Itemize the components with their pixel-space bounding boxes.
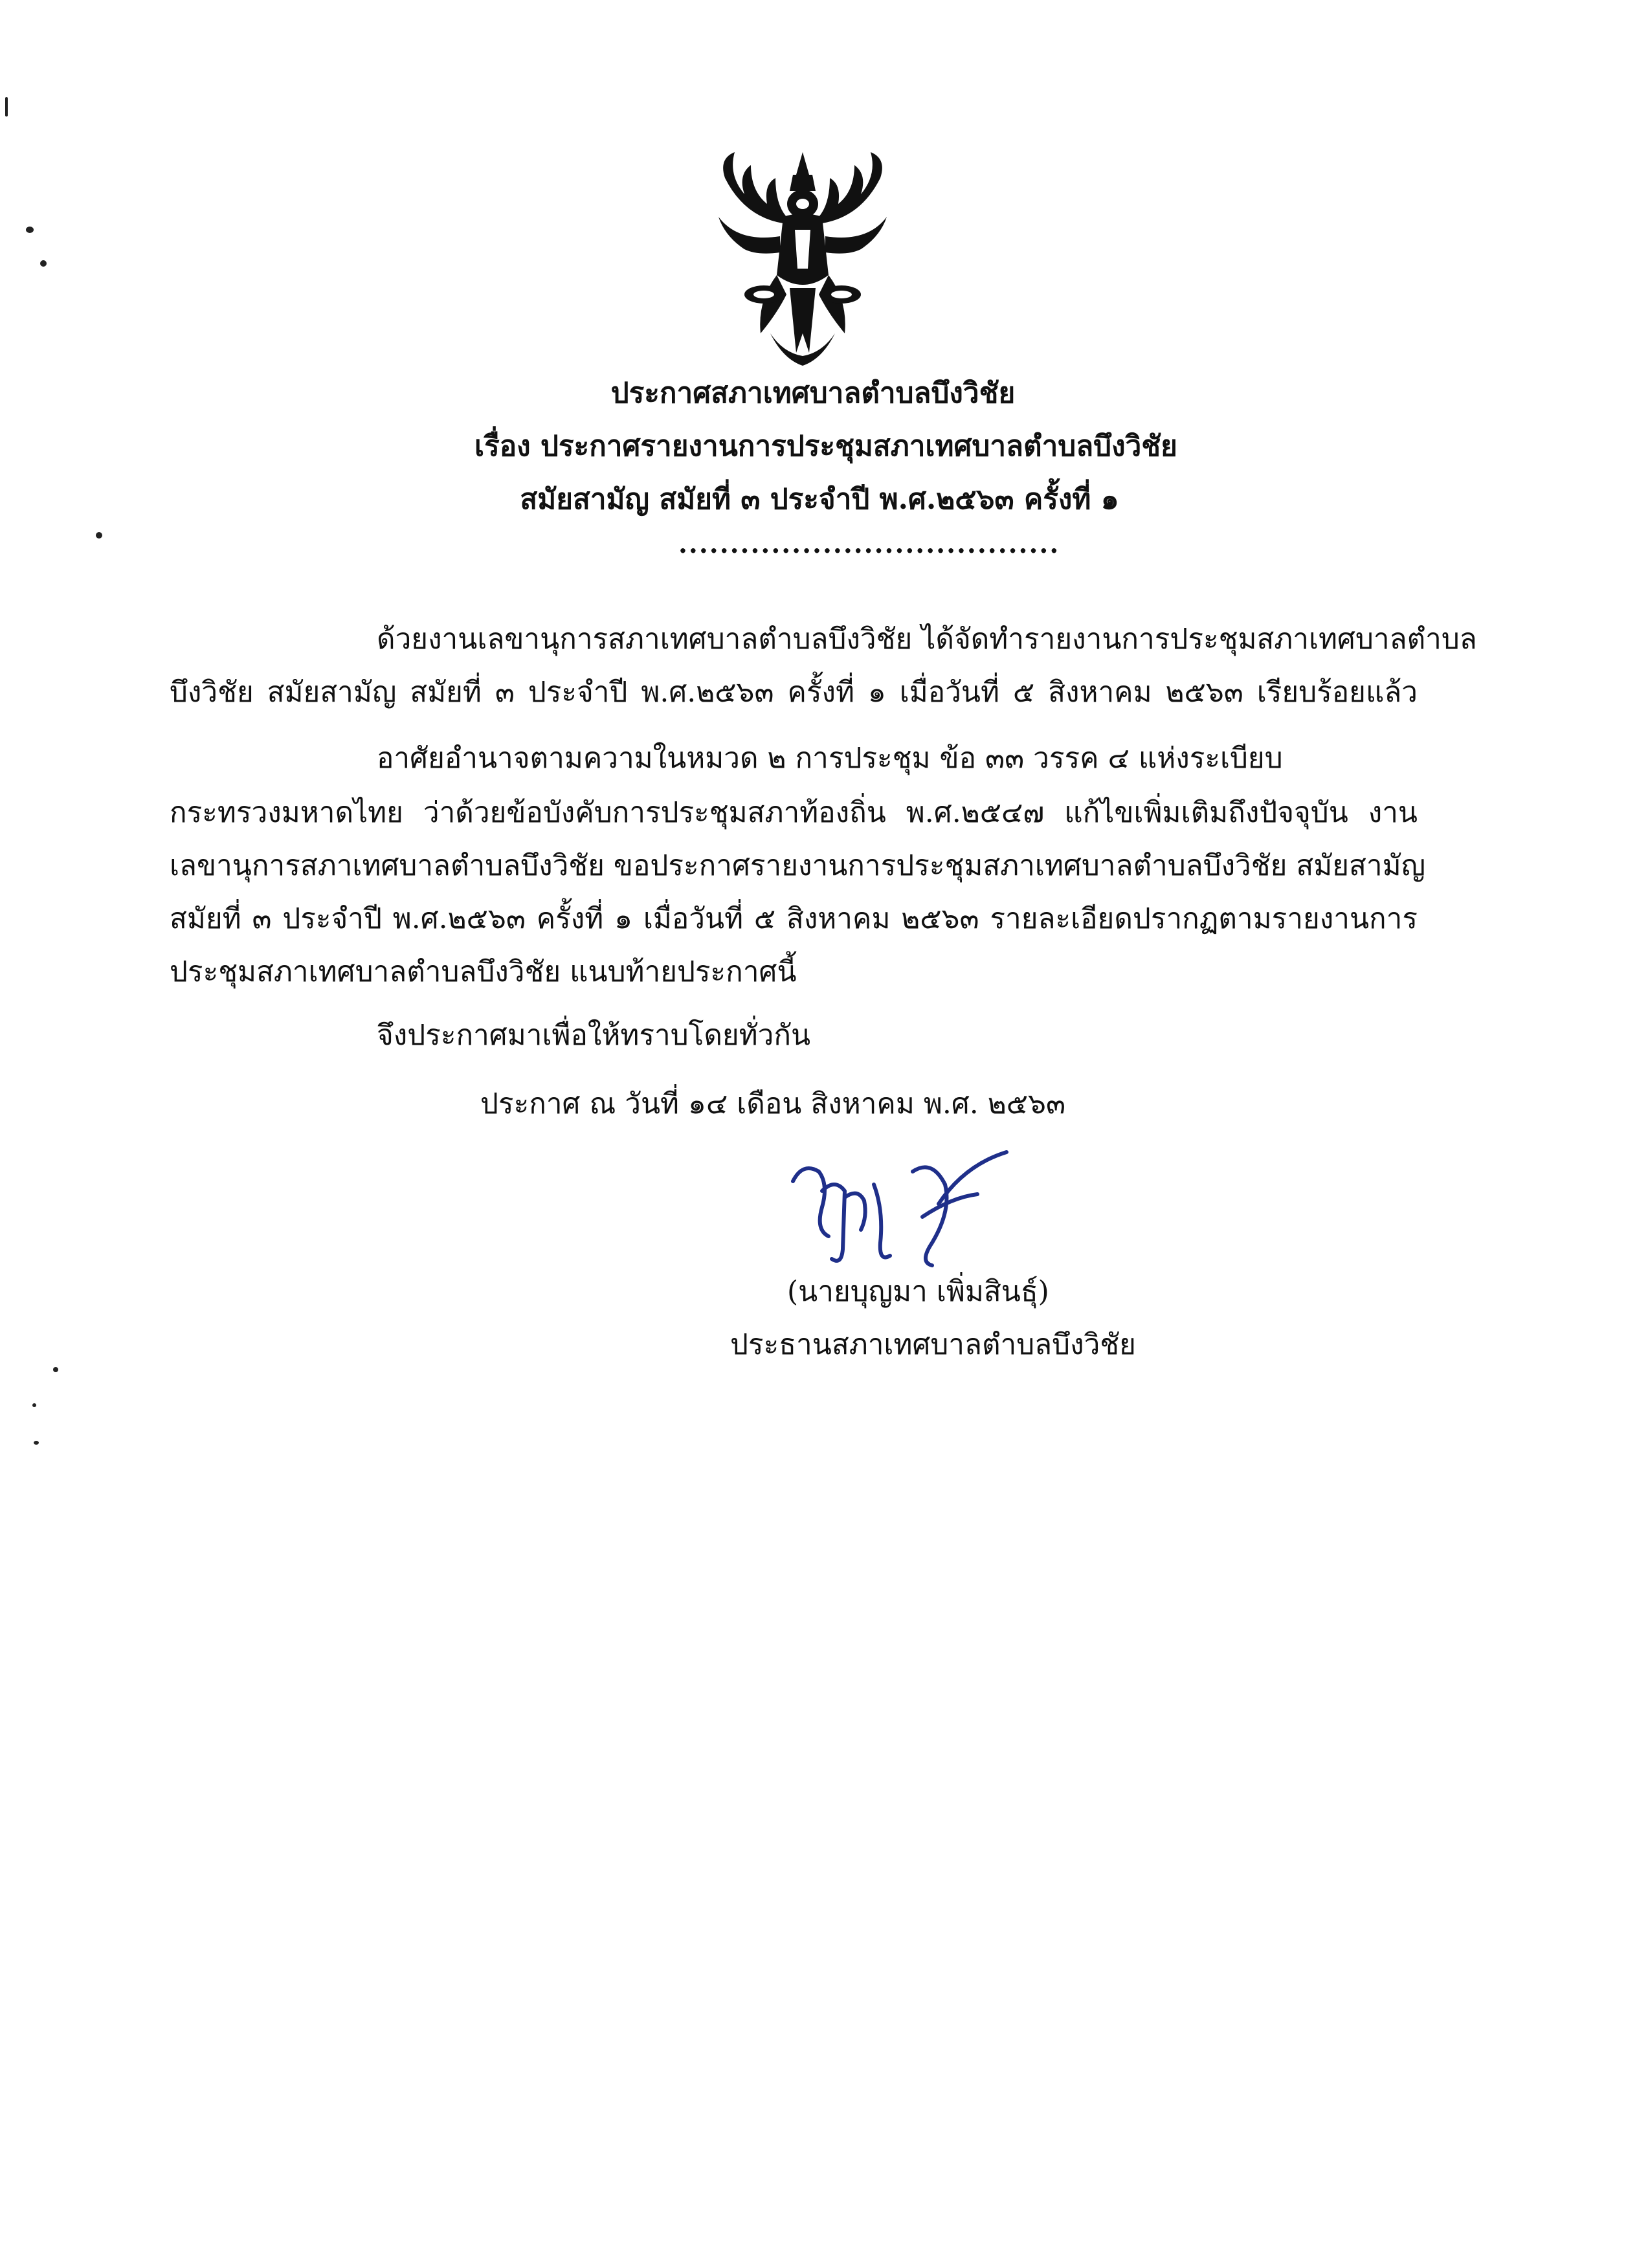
signatory-position: ประธานสภาเทศบาลตำบลบึงวิชัย — [730, 1328, 1136, 1361]
paragraph-2-line-1: อาศัยอำนาจตามความในหมวด ๒ การประชุม ข้อ ๓๓ วรรค ๔ แห่งระเบียบ — [377, 742, 1283, 775]
paragraph-1-line-2: บึงวิชัย สมัยสามัญ สมัยที่ ๓ ประจำปี พ.ศ.๒๕๖๓ ครั้งที่ ๑ เมื่อวันที่ ๕ สิงหาคม ๒๕๖๓ เรียบร้อยแล้ว — [170, 676, 1418, 709]
closing-statement: จึงประกาศมาเพื่อให้ทราบโดยทั่วกัน — [377, 1019, 811, 1052]
signatory-name: (นายบุญมา เพิ่มสินธุ์) — [787, 1275, 1049, 1308]
announcement-subject: เรื่อง ประกาศรายงานการประชุมสภาเทศบาลตำบลบึงวิชัย — [474, 430, 1177, 463]
garuda-emblem — [699, 139, 906, 385]
paragraph-2-line-5: ประชุมสภาเทศบาลตำบลบึงวิชัย แนบท้ายประกาศนี้ — [170, 955, 797, 988]
announcement-title: ประกาศสภาเทศบาลตำบลบึงวิชัย — [610, 377, 1016, 410]
scan-speck — [40, 260, 47, 267]
paragraph-2-line-2: กระทรวงมหาดไทย ว่าด้วยข้อบังคับการประชุมสภาท้องถิ่น พ.ศ.๒๕๔๗ แก้ไขเพิ่มเติมถึงปัจจุบัน งาน — [170, 796, 1418, 829]
announcement-date: ประกาศ ณ วันที่ ๑๔ เดือน สิงหาคม พ.ศ. ๒๕๖๓ — [480, 1087, 1066, 1120]
scan-speck — [34, 1441, 39, 1445]
scan-speck — [26, 227, 34, 233]
handwritten-signature — [783, 1146, 1016, 1275]
scan-speck — [96, 532, 102, 539]
paragraph-1-line-1: ด้วยงานเลขานุการสภาเทศบาลตำบลบึงวิชัย ได้จัดทำรายงานการประชุมสภาเทศบาลตำบล — [377, 623, 1477, 656]
paragraph-2-line-4: สมัยที่ ๓ ประจำปี พ.ศ.๒๕๖๓ ครั้งที่ ๑ เมื่อวันที่ ๕ สิงหาคม ๒๕๖๓ รายละเอียดปรากฏตามรายงานการ — [170, 902, 1418, 935]
scan-speck — [53, 1367, 58, 1372]
scan-speck — [32, 1403, 36, 1407]
announcement-session: สมัยสามัญ สมัยที่ ๓ ประจำปี พ.ศ.๒๕๖๓ ครั้งที่ ๑ — [520, 483, 1119, 516]
scan-speck — [5, 97, 8, 117]
paragraph-2-line-3: เลขานุการสภาเทศบาลตำบลบึงวิชัย ขอประกาศรายงานการประชุมสภาเทศบาลตำบลบึงวิชัย สมัยสามัญ — [170, 849, 1426, 882]
heading-divider: ..................................... — [678, 529, 1060, 559]
